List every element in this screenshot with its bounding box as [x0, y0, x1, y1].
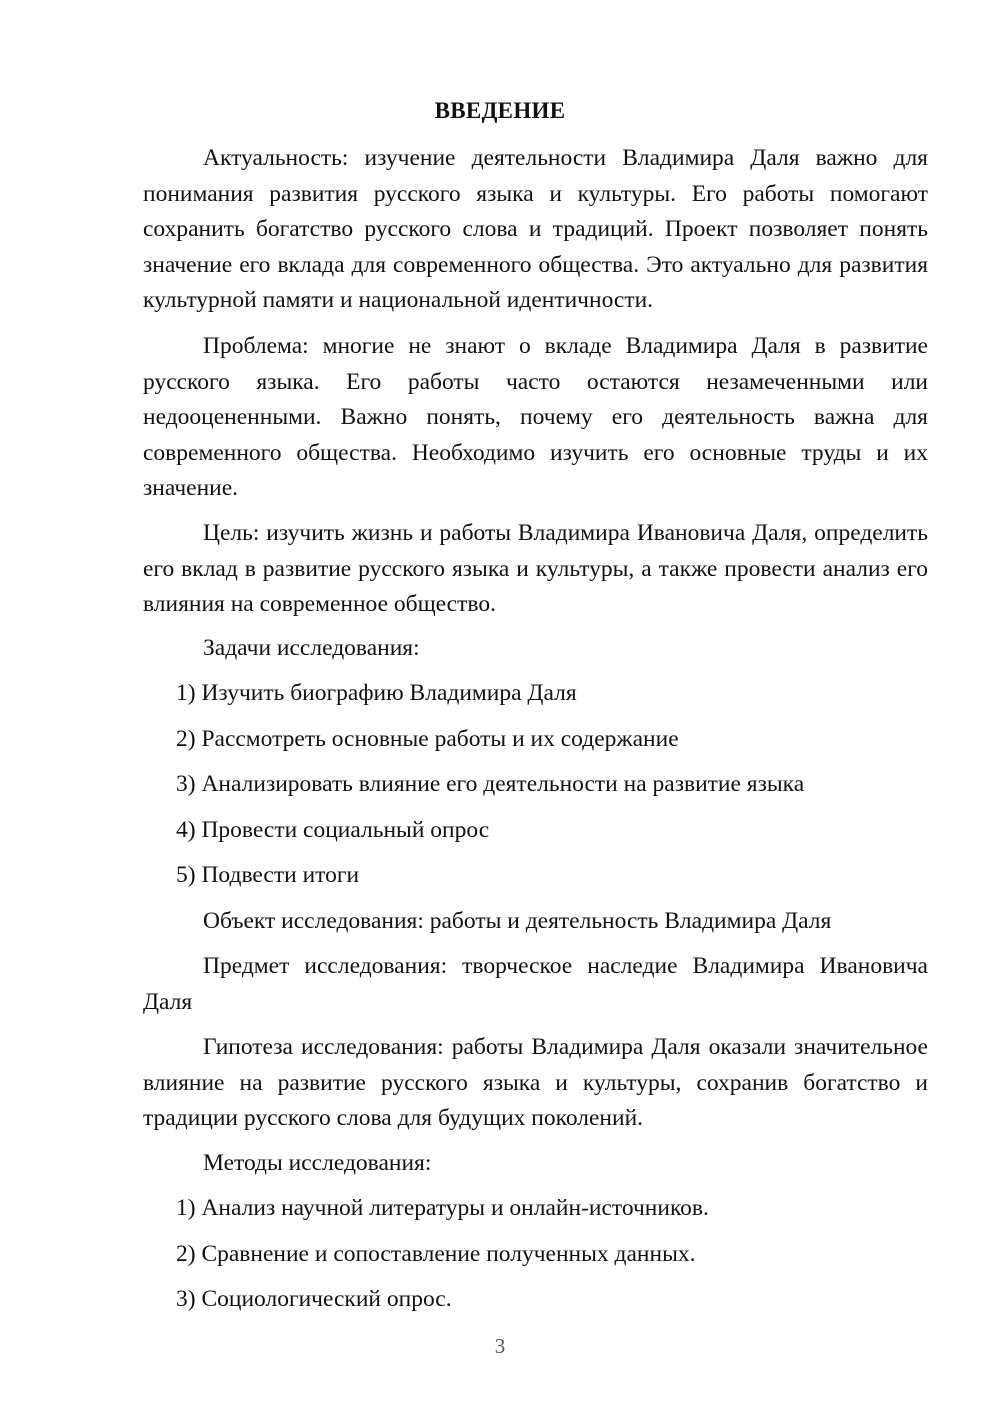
hypothesis-paragraph: [143, 1030, 928, 1137]
relevance-paragraph: [143, 141, 928, 319]
page-title: ВВЕДЕНИЕ: [434, 98, 566, 123]
hypothesis-text: Гипотеза исследования: работы Владимира Даля оказали значительное влияние на развитие русского языка и культуры, сохранив богатство и традиции русского слова для будущих поколений.: [143, 1034, 928, 1131]
task-item: 5) Подвести итоги: [176, 862, 360, 888]
problem-text: Проблема: многие не знают о вкладе Владимира Даля в развитие русского языка. Его работы часто остаются незамеченными или недооцененными. Важно понять, почему его деятельность важна для современного общества. Необходимо изучить его основные труды и их значение.: [143, 333, 928, 501]
subject-paragraph: [143, 949, 928, 1020]
object-line: Объект исследования: работы и деятельность Владимира Даля: [203, 908, 832, 934]
goal-text: Цель: изучить жизнь и работы Владимира Ивановича Даля, определить его вклад в развитие русского языка и культуры, а также провести анализ его влияния на современное общество.: [143, 520, 928, 617]
page-number: 3: [494, 1334, 506, 1358]
methods-heading: Методы исследования:: [203, 1150, 432, 1176]
method-item: 2) Сравнение и сопоставление полученных данных.: [176, 1241, 696, 1267]
method-item: 3) Социологический опрос.: [176, 1286, 452, 1312]
tasks-heading: Задачи исследования:: [203, 635, 420, 661]
task-item: 4) Провести социальный опрос: [176, 817, 490, 843]
method-item: 1) Анализ научной литературы и онлайн-источников.: [176, 1195, 709, 1221]
subject-text: Предмет исследования: творческое наследие Владимира Ивановича Даля: [143, 953, 928, 1015]
task-item: 1) Изучить биографию Владимира Даля: [176, 680, 577, 706]
relevance-text: Актуальность: изучение деятельности Владимира Даля важно для понимания развития русского языка и культуры. Его работы помогают сохранить богатство русского слова и традиций. Проект позволяет понять значение его вклада для современного общества. Это актуально для развития культурной памяти и национальной идентичности.: [143, 145, 928, 313]
task-item: 3) Анализировать влияние его деятельности на развитие языка: [176, 771, 805, 797]
goal-paragraph: [143, 516, 928, 623]
task-item: 2) Рассмотреть основные работы и их содержание: [176, 726, 679, 752]
problem-paragraph: [143, 329, 928, 507]
